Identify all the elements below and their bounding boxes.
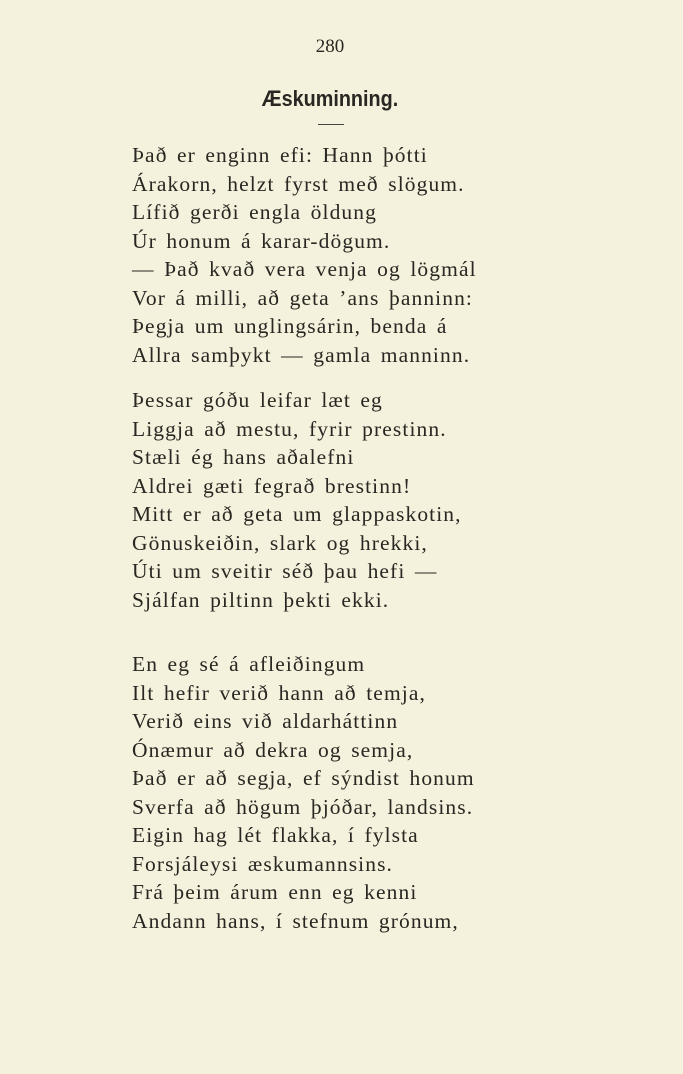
verse-line: Stæli ég hans aðalefni xyxy=(132,445,355,469)
verse-line: Ónæmur að dekra og semja, xyxy=(132,737,414,762)
verse-line: Eigin hag lét flakka, í fylsta xyxy=(132,823,419,847)
verse-line: Liggja að mestu, fyrir prestinn. xyxy=(132,416,447,441)
verse-line: Mitt er að geta um glappaskotin, xyxy=(132,502,462,526)
verse-line: Sjálfan piltinn þekti ekki. xyxy=(132,587,390,612)
verse-line: Það er enginn efi: Hann þótti xyxy=(132,143,428,167)
verse-line: Þessar góðu leifar læt eg xyxy=(132,388,383,412)
verse-line: Sverfa að högum þjóðar, landsins. xyxy=(132,794,474,819)
verse-line: Þegja um unglingsárin, benda á xyxy=(132,314,448,338)
verse-line: Frá þeim árum enn eg kenni xyxy=(132,880,418,904)
verse-line: Allra samþykt — gamla manninn. xyxy=(132,342,471,367)
verse-line: Úti um sveitir séð þau hefi — xyxy=(132,559,438,583)
verse-line: Ilt hefir verið hann að temja, xyxy=(132,680,426,705)
stanza-4 xyxy=(132,878,459,935)
title-divider xyxy=(318,124,344,125)
page-number: 280 xyxy=(315,36,345,57)
verse-line: Andann hans, í stefnum grónum, xyxy=(132,908,459,933)
verse-line: Forsjáleysi æskumannsins. xyxy=(132,851,394,876)
verse-line: Gönuskeiðin, slark og hrekki, xyxy=(132,530,428,555)
stanza-3 xyxy=(132,650,475,878)
stanza-1 xyxy=(132,141,477,369)
verse-line: Árakorn, helzt fyrst með slögum. xyxy=(132,171,465,196)
poem-title: Æskuminning. xyxy=(261,86,399,111)
verse-line: Aldrei gæti fegrað brestinn! xyxy=(132,473,412,498)
verse-line: En eg sé á afleiðingum xyxy=(132,652,366,676)
verse-line: — Það kvað vera venja og lögmál xyxy=(132,257,477,281)
stanza-2 xyxy=(132,386,462,614)
verse-line: Vor á milli, að geta ’ans þanninn: xyxy=(132,285,474,310)
verse-line: Lífið gerði engla öldung xyxy=(132,200,377,224)
verse-line: Verið eins við aldarháttinn xyxy=(132,709,399,733)
verse-line: Úr honum á karar-dögum. xyxy=(132,228,391,253)
verse-line: Það er að segja, ef sýndist honum xyxy=(132,766,475,790)
